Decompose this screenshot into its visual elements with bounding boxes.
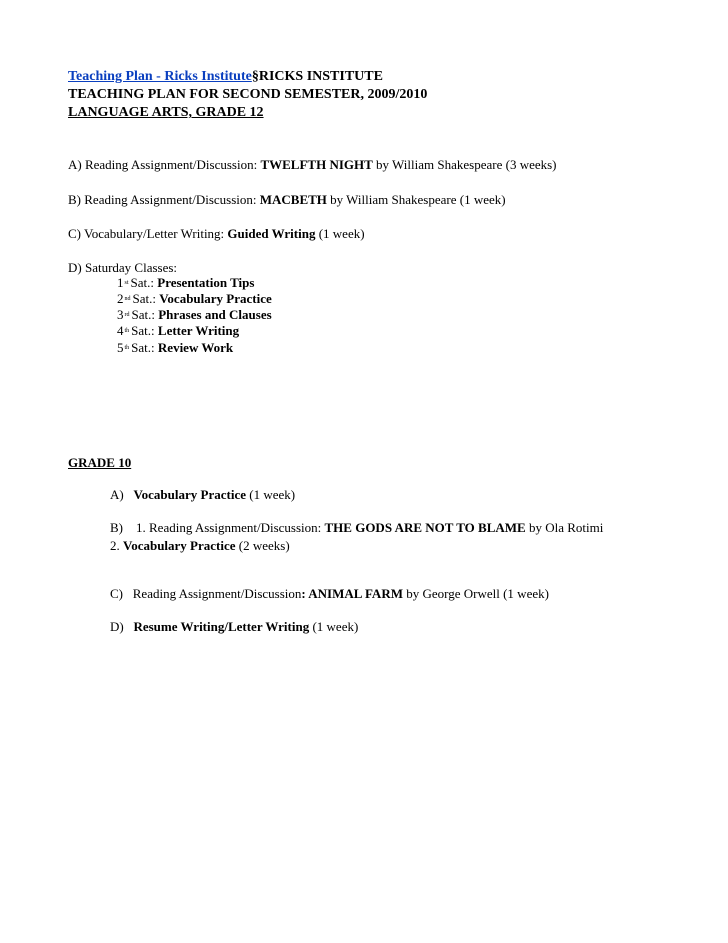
g10-item-a-suffix: (1 week) <box>246 487 296 502</box>
g10-item-d-prefix: D) <box>110 619 134 634</box>
saturday-ordinal: th <box>124 345 130 351</box>
saturday-ordinal: nd <box>124 296 131 302</box>
g12-item-c-title: Guided Writing <box>227 226 316 241</box>
g10-item-c-suffix: by George Orwell (1 week) <box>402 586 549 601</box>
saturday-label: Sat.: <box>131 323 158 338</box>
g12-item-a-prefix: A) Reading Assignment/Discussion: <box>68 157 261 172</box>
saturday-topic: Review Work <box>157 340 234 355</box>
g10-item-d <box>110 619 358 635</box>
saturday-number: 4 <box>117 323 124 338</box>
g12-item-c-suffix: (1 week) <box>315 226 365 241</box>
saturday-item <box>117 291 272 307</box>
saturday-topic: Letter Writing <box>157 323 240 338</box>
g10-item-b1 <box>110 520 603 536</box>
saturday-ordinal: rd <box>124 312 130 318</box>
saturday-number: 3 <box>117 307 124 322</box>
header-line-1 <box>68 68 383 86</box>
saturday-number: 2 <box>117 291 124 306</box>
g10-item-a-title: Vocabulary Practice <box>133 487 246 502</box>
saturday-topic: Phrases and Clauses <box>158 307 272 322</box>
g10-item-b2-prefix: 2. <box>110 538 123 553</box>
g12-item-d-heading: D) Saturday Classes: <box>68 260 178 275</box>
saturday-topic: Presentation Tips <box>157 275 255 290</box>
g10-item-a <box>110 487 295 503</box>
g12-item-c <box>68 226 365 242</box>
saturday-item <box>117 323 239 339</box>
saturday-ordinal: th <box>124 328 130 334</box>
g10-item-b1-title: THE GODS ARE NOT TO BLAME <box>324 520 526 535</box>
g10-item-b1-suffix: by Ola Rotimi <box>525 520 604 535</box>
g12-item-a <box>68 157 557 173</box>
g10-item-b2-title: Vocabulary Practice <box>123 538 236 553</box>
g12-item-c-prefix: C) Vocabulary/Letter Writing: <box>68 226 228 241</box>
saturday-number: 5 <box>117 340 124 355</box>
saturday-label: Sat.: <box>130 275 158 290</box>
g10-item-a-prefix: A) <box>110 487 134 502</box>
saturday-label: Sat.: <box>132 291 160 306</box>
g12-item-a-title: TWELFTH NIGHT <box>260 157 373 172</box>
grade10-heading: GRADE 10 <box>68 455 132 470</box>
g10-item-b1-prefix: B) 1. Reading Assignment/Discussion: <box>110 520 325 535</box>
g10-item-d-suffix: (1 week) <box>309 619 359 634</box>
g12-item-b <box>68 192 506 208</box>
header-line-3: LANGUAGE ARTS, GRADE 12 <box>68 105 264 120</box>
g10-item-c <box>110 586 549 602</box>
saturday-item <box>117 340 233 356</box>
saturday-item <box>117 275 254 291</box>
g10-item-c-title: : ANIMAL FARM <box>301 586 403 601</box>
g10-item-c-prefix: C) Reading Assignment/Discussion <box>110 586 302 601</box>
g12-item-a-suffix: by William Shakespeare (3 weeks) <box>372 157 557 172</box>
saturday-ordinal: st <box>124 280 129 286</box>
saturday-topic: Vocabulary Practice <box>159 291 272 306</box>
g10-item-b2-suffix: (2 weeks) <box>235 538 290 553</box>
header-line-2: TEACHING PLAN FOR SECOND SEMESTER, 2009/2010 <box>68 87 428 102</box>
teaching-plan-link[interactable]: Teaching Plan - Ricks Institute <box>68 69 252 84</box>
institute-name: §RICKS INSTITUTE <box>251 69 383 84</box>
saturday-label: Sat.: <box>131 340 158 355</box>
saturday-label: Sat.: <box>131 307 159 322</box>
g10-item-b2 <box>110 538 290 554</box>
g12-item-b-prefix: B) Reading Assignment/Discussion: <box>68 192 260 207</box>
g12-item-b-suffix: by William Shakespeare (1 week) <box>326 192 506 207</box>
saturday-item <box>117 307 272 323</box>
saturday-number: 1 <box>117 275 124 290</box>
g12-item-b-title: MACBETH <box>259 192 327 207</box>
g10-item-d-title: Resume Writing/Letter Writing <box>133 619 310 634</box>
